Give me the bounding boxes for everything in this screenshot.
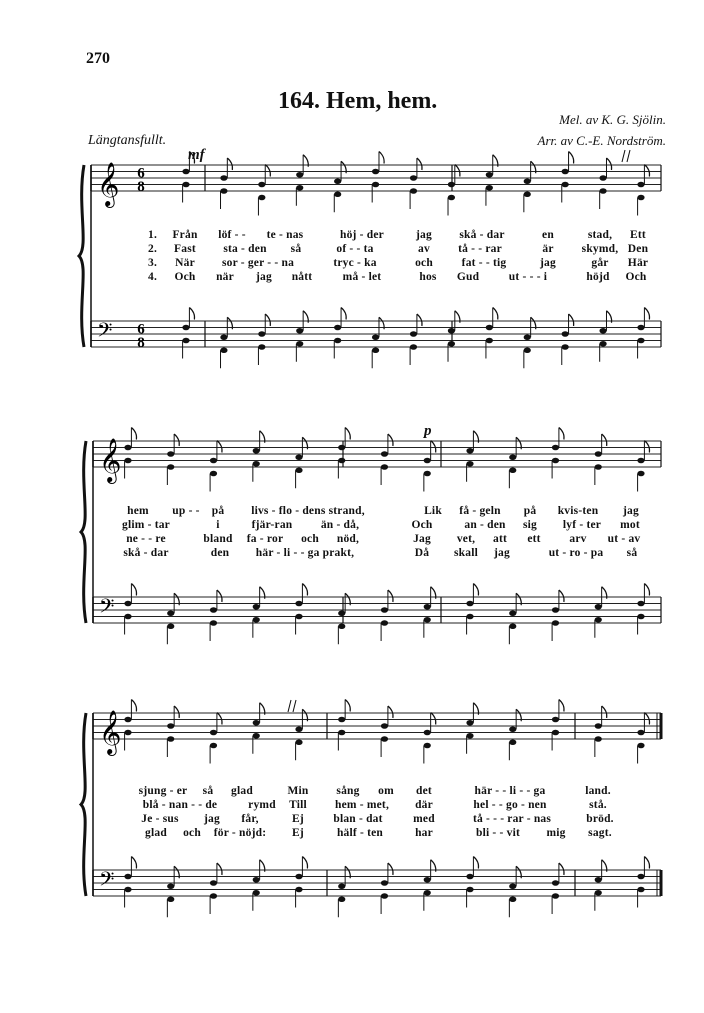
page-number: 270 [86,50,110,67]
time-signature-bottom: 8 [137,335,145,351]
note-head [253,890,260,896]
note-head [167,464,174,470]
note-flag [417,158,422,170]
note-flag [265,165,270,177]
system-brace [81,713,86,896]
note-flag [341,308,346,320]
note-head [410,344,417,350]
note-head [509,739,516,745]
note-head [381,620,388,626]
note-head [524,347,531,353]
note-head [253,733,260,739]
note-head [599,328,606,334]
time-signature-top: 6 [137,165,145,182]
note-head [466,733,473,739]
note-flag [559,700,564,712]
note-head [509,896,516,902]
note-head [372,169,379,175]
note-flag [602,706,607,718]
note-head [210,880,217,886]
arranger-credit: Arr. av C.-E. Nordström. [537,133,666,148]
note-flag [388,706,393,718]
note-head [410,188,417,194]
note-flag [345,700,350,712]
note-head [258,331,265,337]
note-flag [302,584,307,596]
system-brace [81,441,86,623]
note-head [509,610,516,616]
note-head [637,601,644,607]
note-flag [417,314,422,326]
note-head [509,454,516,460]
note-head [595,736,602,742]
note-head [338,896,345,902]
note-head [210,458,217,464]
treble-clef-icon: 𝄞 [99,438,122,482]
note-flag [644,165,649,177]
note-head [167,883,174,889]
note-head [552,730,559,736]
note-head [381,464,388,470]
note-head [167,736,174,742]
time-signature-top: 6 [137,321,145,338]
hymn-title: 164. Hem, hem. [278,88,438,114]
lyric-line-s3-v3: Je - sus jag får, Ej blan - dat med tå - - - rar - nas bröd. [141,813,614,825]
system-brace [79,165,84,347]
note-head [509,467,516,473]
note-head [253,448,260,454]
note-flag [455,165,460,177]
note-head [220,347,227,353]
note-head [167,451,174,457]
note-head [562,169,569,175]
note-flag [569,314,574,326]
note-flag [379,152,384,164]
note-flag [217,863,222,875]
note-head [124,458,131,464]
melody-credit: Mel. av K. G. Sjölin. [559,112,666,127]
note-head [552,880,559,886]
note-head [220,334,227,340]
note-head [595,890,602,896]
note-head [595,604,602,610]
note-head [595,451,602,457]
note-head [552,445,559,451]
note-head [253,720,260,726]
note-flag [131,700,136,712]
note-head [210,620,217,626]
note-head [381,893,388,899]
lyric-line-s3-v4: glad och för - nöjd: Ej hälf - ten har bli - - vit mig sagt. [145,827,612,839]
note-head [466,461,473,467]
note-flag [644,857,649,869]
note-head [595,617,602,623]
note-flag [302,857,307,869]
bass-clef-icon: 𝄢 [97,318,113,347]
note-head [296,172,303,178]
note-head [296,185,303,191]
note-head [258,344,265,350]
dynamic-mf: mf [188,147,205,163]
note-flag [388,863,393,875]
note-head [334,191,341,197]
note-head [381,723,388,729]
note-head [466,887,473,893]
caesura-mark [627,150,630,162]
note-flag [431,441,436,453]
note-head [210,471,217,477]
note-head [486,325,493,331]
note-head [424,743,431,749]
note-head [466,601,473,607]
note-head [295,887,302,893]
note-head [334,325,341,331]
lyric-line-s1-v1: 1. Från löf - - te - nas höj - der jag skå - dar en stad, Ett [148,229,646,241]
note-head [124,445,131,451]
note-head [448,195,455,201]
treble-clef-icon: 𝄞 [99,710,122,754]
note-head [552,607,559,613]
note-head [182,169,189,175]
note-head [509,623,516,629]
note-head [466,874,473,880]
note-head [524,178,531,184]
note-flag [559,428,564,440]
note-head [637,874,644,880]
note-head [220,175,227,181]
note-head [637,195,644,201]
note-head [334,178,341,184]
note-head [258,182,265,188]
note-head [296,328,303,334]
note-head [338,445,345,451]
note-flag [644,584,649,596]
note-head [167,723,174,729]
note-head [295,726,302,732]
note-head [210,730,217,736]
note-head [637,730,644,736]
lyric-line-s2-v4: skå - dar den här - li - - ga prakt, Då skall jag ut - ro - pa så [123,547,638,559]
note-flag [644,441,649,453]
note-head [410,175,417,181]
note-head [637,471,644,477]
note-head [424,877,431,883]
note-head [124,614,131,620]
note-flag [473,584,478,596]
tempo-marking: Längtansfullt. [88,133,167,148]
treble-clef-icon: 𝄞 [97,162,120,206]
note-head [486,185,493,191]
note-head [509,726,516,732]
lyric-line-s1-v3: 3. När sor - ger - - na tryc - ka och fat - - tig jag går Här [148,257,649,269]
note-head [424,604,431,610]
note-head [295,454,302,460]
note-head [167,896,174,902]
bass-clef-icon: 𝄢 [99,594,115,623]
note-head [210,607,217,613]
note-head [509,883,516,889]
note-flag [602,434,607,446]
note-head [338,610,345,616]
note-head [637,458,644,464]
note-head [381,607,388,613]
note-flag [644,308,649,320]
note-head [338,883,345,889]
lyric-line-s2-v2: glim - tar i fjär-ran än - då, Och an - den sig lyf - ter mot [122,519,640,531]
note-head [552,458,559,464]
note-head [381,736,388,742]
note-head [595,464,602,470]
note-head [424,730,431,736]
note-head [381,880,388,886]
note-head [466,614,473,620]
note-head [595,877,602,883]
lyric-line-s1-v4: 4. Och när jag nått må - let hos Gud ut - - - i höjd Och [148,271,647,283]
note-head [124,874,131,880]
lyric-line-s3-v1: sjung - er så glad Min sång om det här - - li - - ga land. [138,785,611,797]
note-head [552,620,559,626]
note-head [372,182,379,188]
note-head [167,623,174,629]
note-flag [388,434,393,446]
note-flag [227,158,232,170]
lyric-line-s2-v3: ne - - re bland fa - ror och nöd, Jag vet, att ett arv ut - av [126,533,641,545]
note-head [210,893,217,899]
note-head [182,182,189,188]
note-head [253,877,260,883]
note-head [562,182,569,188]
note-head [448,328,455,334]
note-flag [217,590,222,602]
note-head [448,182,455,188]
note-head [338,623,345,629]
note-head [562,344,569,350]
note-flag [606,158,611,170]
note-head [338,730,345,736]
note-flag [174,434,179,446]
note-head [167,610,174,616]
note-flag [189,152,194,164]
note-head [210,743,217,749]
note-head [295,739,302,745]
note-head [182,325,189,331]
note-head [637,743,644,749]
note-head [637,887,644,893]
caesura-mark [288,700,291,712]
note-head [637,325,644,331]
note-head [253,604,260,610]
note-head [372,334,379,340]
note-head [253,617,260,623]
note-head [295,874,302,880]
note-head [599,188,606,194]
note-flag [131,584,136,596]
note-head [253,461,260,467]
note-head [637,614,644,620]
note-head [562,331,569,337]
note-flag [174,706,179,718]
note-head [124,717,131,723]
dynamic-p: p [424,423,432,439]
note-head [524,334,531,340]
note-flag [217,713,222,725]
note-head [124,601,131,607]
note-head [295,467,302,473]
note-flag [569,152,574,164]
lyric-line-s3-v2: blå - nan - - de rymd Till hem - met, där hel - - go - nen stå. [142,799,607,811]
note-flag [493,308,498,320]
note-head [486,172,493,178]
note-head [124,730,131,736]
note-flag [131,857,136,869]
note-head [599,341,606,347]
caesura-mark [622,150,625,162]
note-head [258,195,265,201]
note-head [296,341,303,347]
note-flag [388,590,393,602]
note-flag [644,713,649,725]
time-signature-bottom: 8 [137,179,145,195]
note-flag [559,590,564,602]
note-head [372,347,379,353]
note-head [637,338,644,344]
note-head [295,614,302,620]
note-head [486,338,493,344]
note-head [334,338,341,344]
note-head [599,175,606,181]
note-head [410,331,417,337]
note-head [466,720,473,726]
note-head [595,723,602,729]
caesura-mark [293,700,296,712]
note-flag [265,314,270,326]
note-head [524,191,531,197]
note-head [424,471,431,477]
note-flag [431,713,436,725]
lyric-line-s1-v2: 2. Fast sta - den så of - - ta av tå - - rar är skymd, Den [148,243,649,255]
bass-clef-icon: 𝄢 [99,867,115,896]
note-head [552,717,559,723]
note-head [466,448,473,454]
note-head [381,451,388,457]
note-head [637,182,644,188]
note-flag [131,428,136,440]
note-head [182,338,189,344]
note-head [448,341,455,347]
note-head [338,458,345,464]
note-head [424,458,431,464]
note-head [220,188,227,194]
note-flag [189,308,194,320]
note-head [552,893,559,899]
note-head [424,617,431,623]
note-flag [559,863,564,875]
note-head [295,601,302,607]
note-head [424,890,431,896]
note-flag [473,857,478,869]
lyric-line-s2-v1: hem up - - på livs - flo - dens strand, Lik få - geln på kvis-ten jag [127,505,639,517]
note-head [338,717,345,723]
note-flag [217,441,222,453]
note-head [124,887,131,893]
note-flag [345,428,350,440]
